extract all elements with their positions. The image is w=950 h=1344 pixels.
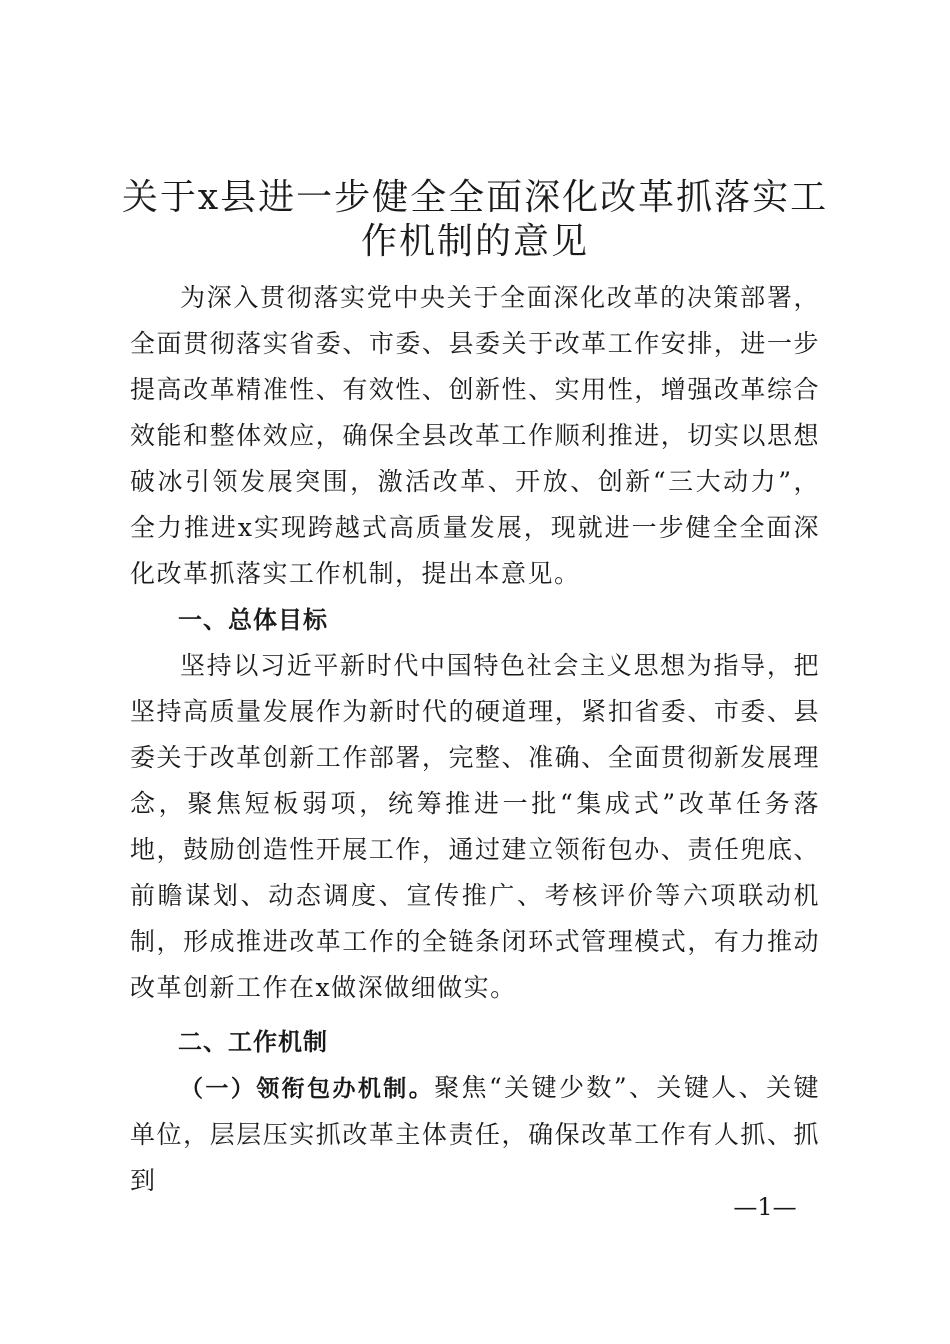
- intro-paragraph: 为深入贯彻落实党中央关于全面深化改革的决策部署，全面贯彻落实省委、市委、县委关于改革工作安排，进一步提高改革精准性、有效性、创新性、实用性，增强改革综合效能和整体效应，确保全县改革工作顺利推进，切实以思想破冰引领发展突围，激活改革、开放、创新“三大动力”，全力推进x实现跨越式高质量发展，现就进一步健全全面深化改革抓落实工作机制，提出本意见。: [130, 283, 820, 588]
- mechanism-item-paragraph: [130, 1065, 820, 1204]
- section-paragraph-overall-goal: 坚持以习近平新时代中国特色社会主义思想为指导，把坚持高质量发展作为新时代的硬道理，紧扣省委、市委、县委关于改革创新工作部署，完整、准确、全面贯彻新发展理念，聚焦短板弱项，统筹推进一批“集成式”改革任务落地，鼓励创造性开展工作，通过建立领衔包办、责任兜底、前瞻谋划、动态调度、宣传推广、考核评价等六项联动机制，形成推进改革工作的全链条闭环式管理模式，有力推动改革创新工作在x做深做细做实。: [130, 651, 820, 1002]
- section-heading-work-mechanism: 二、工作机制: [178, 1028, 328, 1056]
- mechanism-item-text: 聚焦“关键少数”、关键人、关键单位，层层压实抓改革主体责任，确保改革工作有人抓、抓到: [130, 1073, 820, 1195]
- page-number: —1—: [733, 1193, 797, 1221]
- document-body: [130, 275, 820, 1204]
- section-heading-overall-goal: 一、总体目标: [178, 606, 328, 634]
- document-title: 关于x县进一步健全全面深化改革抓落实工作机制的意见: [121, 177, 829, 262]
- mechanism-item-lead: （一）领衔包办机制。: [180, 1076, 435, 1102]
